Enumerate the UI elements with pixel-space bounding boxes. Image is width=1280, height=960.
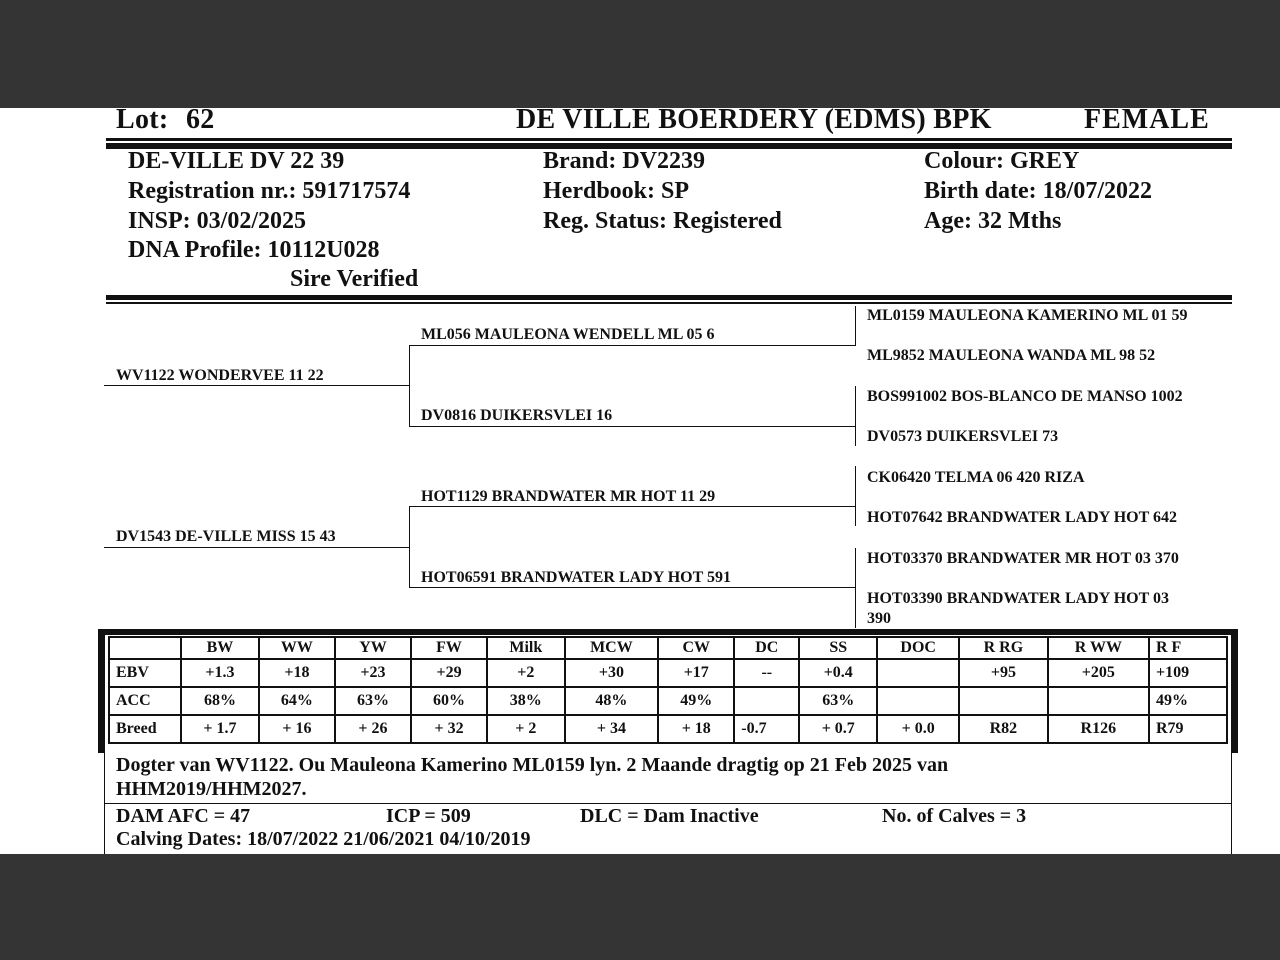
table-cell: +18 [259,659,335,687]
ebv-row-ebv [109,659,1227,687]
birth-date: Birth date: 18/07/2022 [924,178,1152,204]
sire-sire-line [409,345,855,346]
ebv-header-fw: FW [411,637,487,659]
table-cell: +0.4 [799,659,877,687]
ebv-frame-left [98,629,105,753]
table-cell: 60% [411,687,487,715]
pedigree-ggp-7: HOT03370 BRANDWATER MR HOT 03 370 [867,550,1179,567]
table-cell: R82 [959,715,1048,743]
info-rule-thin [106,302,1232,304]
table-cell: +23 [335,659,411,687]
table-cell: +95 [959,659,1048,687]
table-cell: +2 [487,659,565,687]
pedigree-dam-sire: HOT1129 BRANDWATER MR HOT 11 29 [421,488,716,505]
ebv-header-doc: DOC [877,637,959,659]
animal-name: DE-VILLE DV 22 39 [128,148,345,174]
brand: Brand: DV2239 [543,148,706,174]
table-cell: + 0.0 [877,715,959,743]
table-cell: Breed [109,715,181,743]
ebv-row-acc [109,687,1227,715]
sire-line [104,385,410,386]
table-cell: +30 [565,659,659,687]
table-cell: R79 [1149,715,1227,743]
table-cell: + 1.7 [181,715,259,743]
dlc: DLC = Dam Inactive [580,805,759,827]
ebv-header-mcw: MCW [565,637,659,659]
pedigree-ggp-2: ML9852 MAULEONA WANDA ML 98 52 [867,347,1156,364]
lot-label: Lot: [116,104,169,135]
pedigree-sire-dam: DV0816 DUIKERSVLEI 16 [421,407,613,424]
ebv-table [108,636,1228,744]
table-cell: + 16 [259,715,335,743]
notes-divider [104,803,1232,804]
table-cell: + 18 [658,715,734,743]
table-cell: 48% [565,687,659,715]
pedigree-ggp-1: ML0159 MAULEONA KAMERINO ML 01 59 [867,307,1188,324]
bottom-dark-band [0,854,1280,960]
ebv-header-r-f: R F [1149,637,1227,659]
table-cell: 49% [1149,687,1227,715]
ggp-bracket-1 [855,306,856,346]
comment-line-2: HHM2019/HHM2027. [116,778,307,800]
registration-status: Reg. Status: Registered [543,208,782,234]
table-cell: + 34 [565,715,659,743]
pedigree-ggp-8: HOT03390 BRANDWATER LADY HOT 03 [867,590,1169,607]
ebv-header-bw: BW [181,637,259,659]
ggp-bracket-4 [855,548,856,628]
pedigree-ggp-8-cont: 390 [867,610,891,627]
dna-profile: DNA Profile: 10112U028 [128,237,380,263]
ebv-frame-right [1231,629,1238,753]
table-cell: +29 [411,659,487,687]
pedigree-ggp-6: HOT07642 BRANDWATER LADY HOT 642 [867,509,1177,526]
calving-dates: Calving Dates: 18/07/2022 21/06/2021 04/10/2019 [116,828,531,850]
table-cell: EBV [109,659,181,687]
table-cell [1048,687,1149,715]
ebv-header-row [109,637,1227,659]
dam-line [104,547,410,548]
table-cell: -- [734,659,799,687]
herdbook: Herdbook: SP [543,178,690,204]
ebv-frame-top [98,629,1238,635]
table-cell: 38% [487,687,565,715]
table-cell: 63% [799,687,877,715]
dam-bracket [409,507,410,588]
registration-number: Registration nr.: 591717574 [128,178,411,204]
ebv-header-r-rg: R RG [959,637,1048,659]
table-cell [877,687,959,715]
table-cell: 68% [181,687,259,715]
ebv-header-r-ww: R WW [1048,637,1149,659]
dam-sire-line [409,506,855,507]
table-cell: -0.7 [734,715,799,743]
table-cell: +17 [658,659,734,687]
top-dark-band [0,0,1280,108]
table-cell: ACC [109,687,181,715]
sex-label: FEMALE [1084,104,1210,135]
icp: ICP = 509 [386,805,471,827]
table-cell: 64% [259,687,335,715]
table-cell: + 2 [487,715,565,743]
ebv-header-ss: SS [799,637,877,659]
table-cell: R126 [1048,715,1149,743]
age: Age: 32 Mths [924,208,1062,234]
pedigree-ggp-4: DV0573 DUIKERSVLEI 73 [867,428,1059,445]
sire-dam-line [409,426,855,427]
pedigree-sire: WV1122 WONDERVEE 11 22 [116,367,324,384]
comment-line-1: Dogter van WV1122. Ou Mauleona Kamerino ML0159 lyn. 2 Maande dragtig op 21 Feb 2025 van [116,754,949,776]
ebv-corner-cell [109,637,181,659]
table-cell [734,687,799,715]
table-cell: +109 [1149,659,1227,687]
table-cell: 63% [335,687,411,715]
ebv-header-yw: YW [335,637,411,659]
lot-sheet [0,104,1280,854]
table-cell: + 0.7 [799,715,877,743]
table-cell: + 26 [335,715,411,743]
pedigree-ggp-5: CK06420 TELMA 06 420 RIZA [867,469,1085,486]
pedigree-sire-sire: ML056 MAULEONA WENDELL ML 05 6 [421,326,715,343]
inspection-date: INSP: 03/02/2025 [128,208,307,234]
pedigree-dam: DV1543 DE-VILLE MISS 15 43 [116,528,336,545]
ggp-bracket-3 [855,466,856,526]
dam-dam-line [409,587,855,588]
table-cell: +205 [1048,659,1149,687]
lot-number: 62 [186,104,215,135]
ebv-header-cw: CW [658,637,734,659]
dna-status: Sire Verified [290,266,419,292]
table-cell [959,687,1048,715]
number-of-calves: No. of Calves = 3 [882,805,1027,827]
table-cell: + 32 [411,715,487,743]
header-rule-thin [106,138,1232,141]
dam-afc: DAM AFC = 47 [116,805,251,827]
colour: Colour: GREY [924,148,1080,174]
sire-bracket [409,346,410,427]
table-cell: 49% [658,687,734,715]
pedigree-dam-dam: HOT06591 BRANDWATER LADY HOT 591 [421,569,731,586]
table-cell: +1.3 [181,659,259,687]
ebv-header-dc: DC [734,637,799,659]
ggp-bracket-2 [855,386,856,446]
ebv-row-breed [109,715,1227,743]
info-rule-thick [106,295,1232,300]
table-cell [877,659,959,687]
ebv-header-milk: Milk [487,637,565,659]
breeder-name: DE VILLE BOERDERY (EDMS) BPK [516,104,992,135]
pedigree-ggp-3: BOS991002 BOS-BLANCO DE MANSO 1002 [867,388,1183,405]
ebv-header-ww: WW [259,637,335,659]
